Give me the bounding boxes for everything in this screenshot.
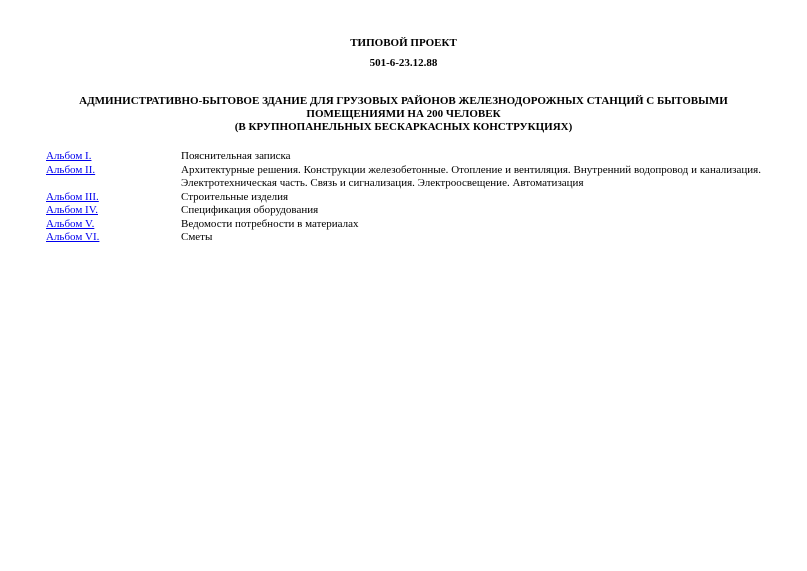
album-row: [46, 150, 761, 164]
album-2-description: Архитектурные решения. Конструкции железобетонные. Отопление и вентиляция. Внутренний водопровод и канализация. Электротехническая часть. Связь и сигнализация. Электроосвещение. Автоматизация: [181, 163, 761, 189]
album-1-link[interactable]: Альбом I.: [46, 150, 92, 162]
album-1-description: Пояснительная записка: [181, 150, 291, 162]
project-code: 501-6-23.12.88: [369, 57, 438, 69]
project-type-heading: ТИПОВОЙ ПРОЕКТ: [350, 37, 457, 49]
album-6-description: Сметы: [181, 231, 213, 243]
album-row: [46, 231, 761, 245]
document-title-line-3: (В КРУПНОПАНЕЛЬНЫХ БЕСКАРКАСНЫХ КОНСТРУКЦИЯХ): [234, 121, 573, 133]
album-list: [46, 150, 761, 245]
album-6-link[interactable]: Альбом VI.: [46, 231, 100, 243]
album-5-link[interactable]: Альбом V.: [46, 217, 95, 230]
album-row: [46, 164, 761, 191]
album-4-description: Спецификация оборудования: [181, 204, 319, 216]
album-row: [46, 191, 761, 205]
album-4-link[interactable]: Альбом IV.: [46, 204, 98, 216]
document-title: [60, 95, 747, 134]
document-title-line-1: АДМИНИСТРАТИВНО-БЫТОВОЕ ЗДАНИЕ ДЛЯ ГРУЗОВЫХ РАЙОНОВ ЖЕЛЕЗНОДОРОЖНЫХ СТАНЦИЙ С БЫТОВЫМИ: [79, 95, 728, 107]
album-3-description: Строительные изделия: [181, 190, 289, 203]
album-3-link[interactable]: Альбом III.: [46, 190, 99, 203]
document-title-line-2: ПОМЕЩЕНИЯМИ НА 200 ЧЕЛОВЕК: [306, 108, 501, 120]
album-row: [46, 218, 761, 232]
album-row: [46, 204, 761, 218]
album-5-description: Ведомости потребности в материалах: [181, 217, 359, 230]
album-2-link[interactable]: Альбом II.: [46, 163, 96, 176]
